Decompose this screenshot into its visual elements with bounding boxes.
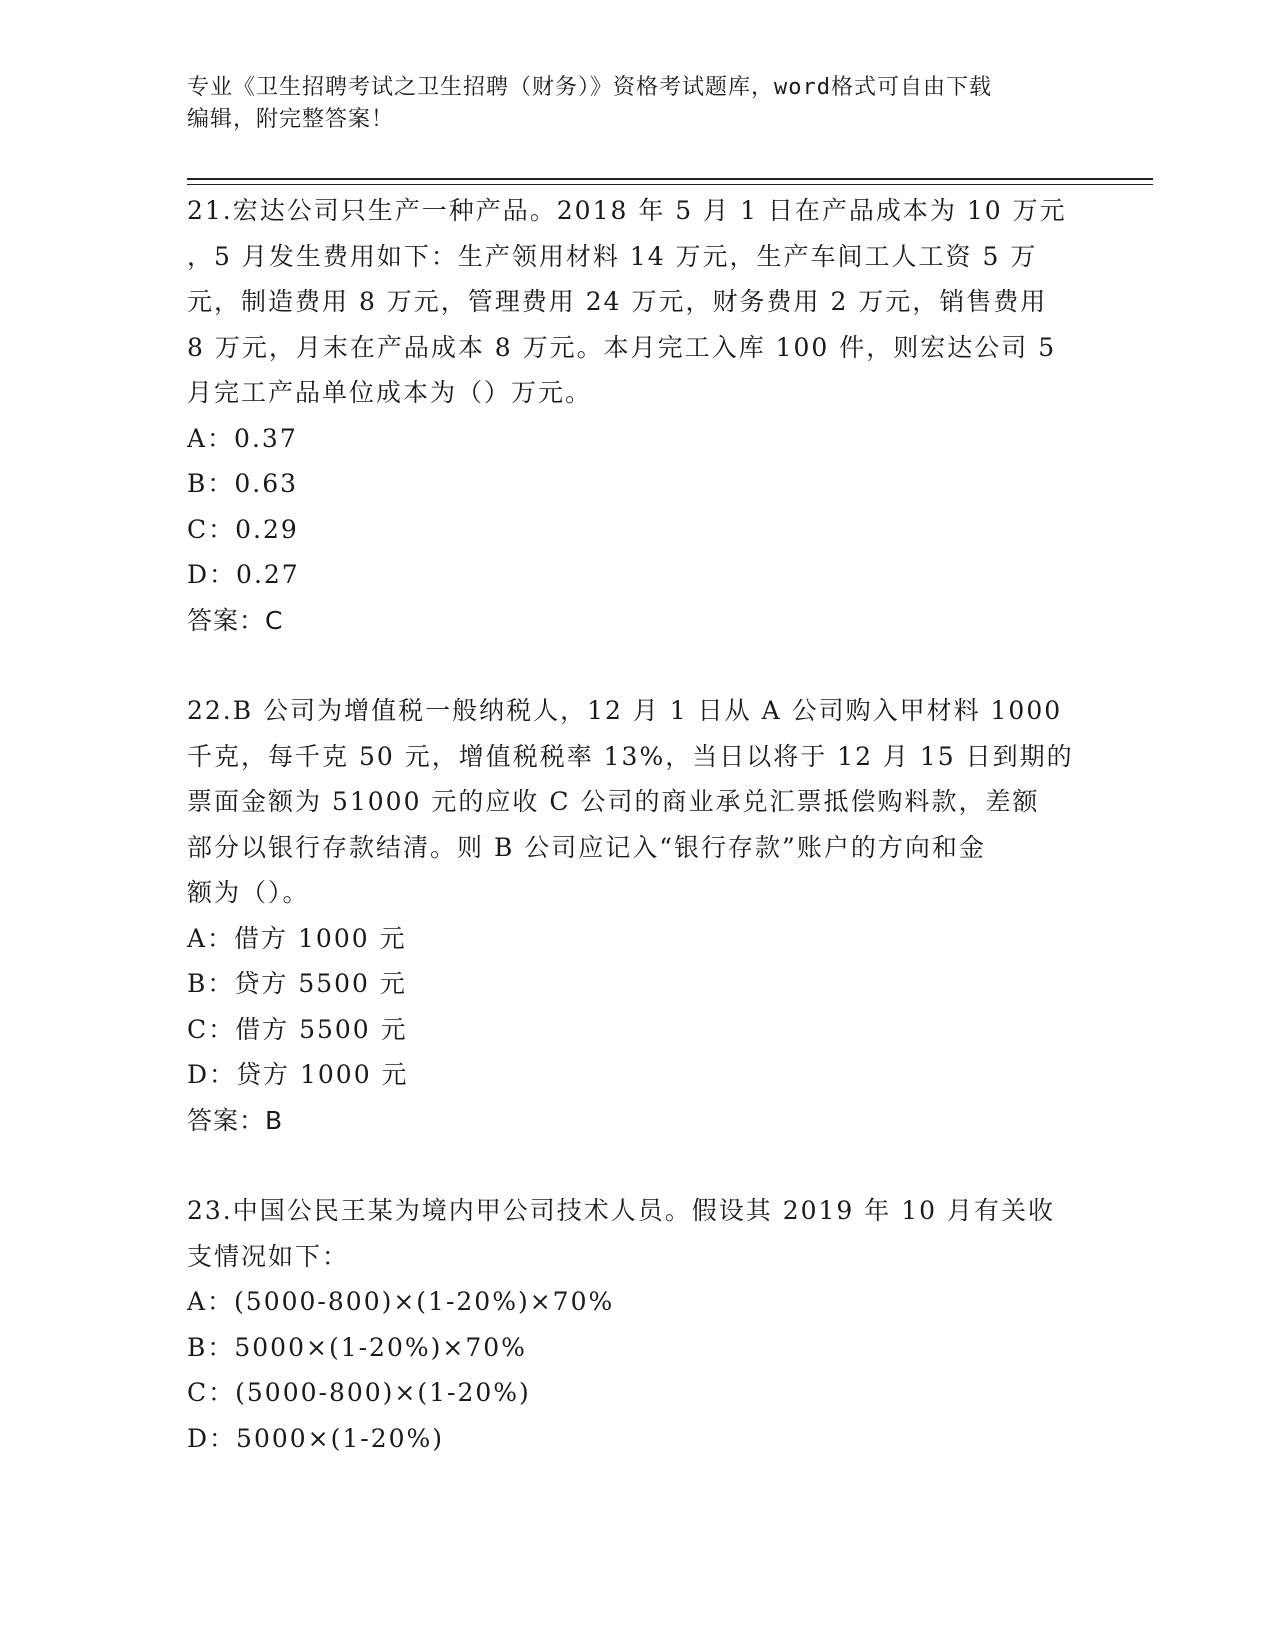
question-text-line: 22.B 公司为增值税一般纳税人，12 月 1 日从 A 公司购入甲材料 1000 xyxy=(187,696,1063,725)
option-c: C：借方 5500 元 xyxy=(187,1014,408,1044)
option-a: A：(5000-800)×(1-20%)×70% xyxy=(187,1287,615,1316)
question-text-line: 23.中国公民王某为境内甲公司技术人员。假设其 2019 年 10 月有关收 xyxy=(187,1196,1055,1225)
question-text-line: 支情况如下： xyxy=(187,1241,350,1271)
header-line-2: 编辑，附完整答案！ xyxy=(187,107,395,132)
answer-line: 答案：C xyxy=(187,605,284,635)
option-d: D：0.27 xyxy=(187,560,300,589)
question-text-line: 千克，每千克 50 元，增值税税率 13%，当日以将于 12 月 15 日到期的 xyxy=(187,741,1074,771)
header-line-1: 专业《卫生招聘考试之卫生招聘（财务）》资格考试题库，word格式可自由下载 xyxy=(187,75,992,100)
question-22 xyxy=(187,688,1087,1143)
option-b: B：贷方 5500 元 xyxy=(187,969,407,998)
option-c: C：(5000-800)×(1-20%) xyxy=(187,1378,531,1407)
question-text-line: ，5 月发生费用如下：生产领用材料 14 万元，生产车间工人工资 5 万 xyxy=(187,241,1038,271)
question-text-line: 元，制造费用 8 万元，管理费用 24 万元，财务费用 2 万元，销售费用 xyxy=(187,287,1048,316)
option-b: B：0.63 xyxy=(187,469,299,498)
option-c: C：0.29 xyxy=(187,514,299,544)
header-divider-thick xyxy=(187,178,1153,180)
option-d: D：贷方 1000 元 xyxy=(187,1060,409,1089)
answer-line: 答案：B xyxy=(187,1105,284,1135)
option-d: D：5000×(1-20%) xyxy=(187,1423,445,1453)
question-text-line: 21.宏达公司只生产一种产品。2018 年 5 月 1 日在产品成本为 10 万元 xyxy=(187,196,1067,225)
header-divider-thin xyxy=(187,184,1153,185)
question-text-line: 月完工产品单位成本为（）万元。 xyxy=(187,378,593,407)
option-a: A：0.37 xyxy=(187,423,298,453)
question-text-line: 部分以银行存款结清。则 B 公司应记入“银行存款”账户的方向和金 xyxy=(187,832,986,862)
question-text-line: 8 万元，月末在产品成本 8 万元。本月完工入库 100 件，则宏达公司 5 xyxy=(187,332,1057,362)
question-text-line: 票面金额为 51000 元的应收 C 公司的商业承兑汇票抵偿购料款，差额 xyxy=(187,787,1040,816)
question-21 xyxy=(187,188,1087,643)
document-header xyxy=(187,72,1087,136)
question-text-line: 额为（）。 xyxy=(187,878,310,907)
question-23 xyxy=(187,1188,1087,1461)
option-a: A：借方 1000 元 xyxy=(187,923,407,953)
option-b: B：5000×(1-20%)×70% xyxy=(187,1332,527,1362)
